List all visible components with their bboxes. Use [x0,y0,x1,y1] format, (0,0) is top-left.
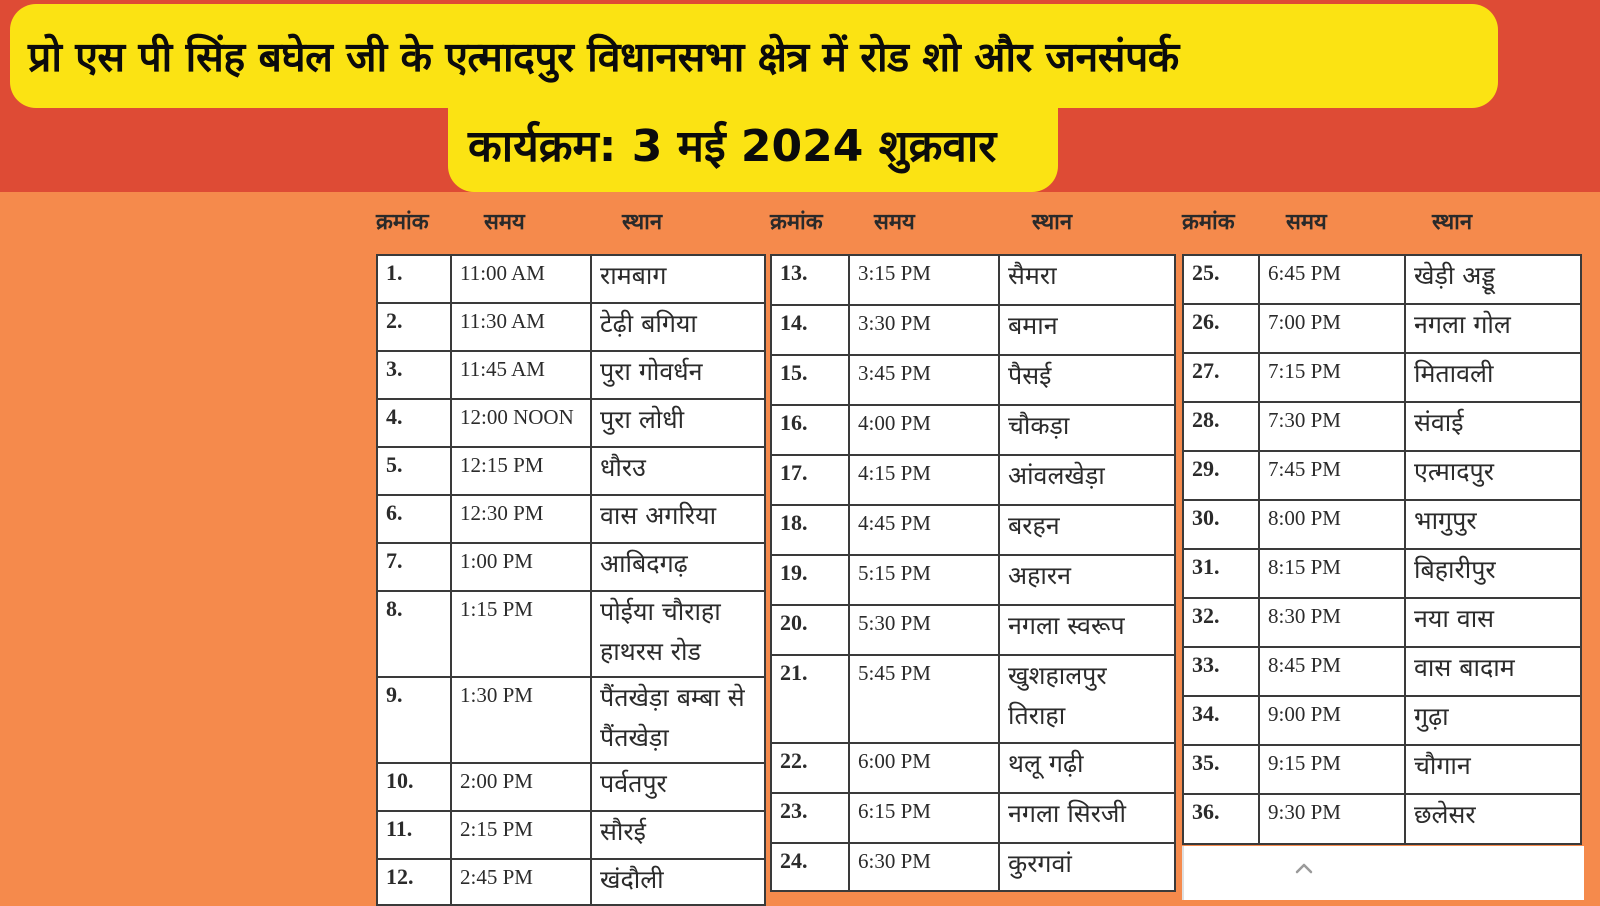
table-row [377,677,765,763]
time-cell: 3:15 PM [849,255,999,305]
time-cell: 6:15 PM [849,793,999,843]
time-cell: 1:30 PM [451,677,591,763]
place-cell: खंदौली [591,859,765,905]
place-cell: पुरा लोधी [591,399,765,447]
serial-cell: 33. [1183,647,1259,696]
serial-cell: 27. [1183,353,1259,402]
table-row [377,811,765,859]
table-row [771,793,1175,843]
table-row [771,843,1175,891]
place-cell: सौरई [591,811,765,859]
place-cell: कुरगवां [999,843,1175,891]
table-row [377,399,765,447]
place-cell: पोईया चौराहा हाथरस रोड [591,591,765,677]
place-cell: नगला सिरजी [999,793,1175,843]
table-row [1183,696,1581,745]
place-cell: बमान [999,305,1175,355]
serial-cell: 36. [1183,794,1259,844]
time-cell: 2:15 PM [451,811,591,859]
table-row [1183,647,1581,696]
time-cell: 9:15 PM [1259,745,1405,794]
place-cell: खेड़ी अड्डू [1405,255,1581,304]
time-cell: 5:15 PM [849,555,999,605]
table-row [771,505,1175,555]
place-cell: नया वास [1405,598,1581,647]
table-row [1183,255,1581,304]
place-cell: गुढ़ा [1405,696,1581,745]
place-cell: सैमरा [999,255,1175,305]
place-cell: नगला गोल [1405,304,1581,353]
table-row [1183,794,1581,844]
table-row [771,555,1175,605]
header-time: समय [484,210,525,235]
serial-cell: 28. [1183,402,1259,451]
time-cell: 12:30 PM [451,495,591,543]
table-row [771,605,1175,655]
table-row [377,351,765,399]
serial-cell: 4. [377,399,451,447]
serial-cell: 29. [1183,451,1259,500]
place-cell: पर्वतपुर [591,763,765,811]
place-cell: बिहारीपुर [1405,549,1581,598]
header-time: समय [1286,210,1327,235]
time-cell: 1:00 PM [451,543,591,591]
header-place: स्थान [622,210,663,235]
serial-cell: 8. [377,591,451,677]
place-cell: पैंतखेड़ा बम्बा से पैंतखेड़ा [591,677,765,763]
place-cell: बरहन [999,505,1175,555]
table-row [377,859,765,905]
time-cell: 7:45 PM [1259,451,1405,500]
time-cell: 8:15 PM [1259,549,1405,598]
serial-cell: 10. [377,763,451,811]
table-footer-blank [1182,846,1584,900]
schedule-table-3 [1182,254,1582,845]
time-cell: 4:00 PM [849,405,999,455]
place-cell: भागुपुर [1405,500,1581,549]
table-row [771,305,1175,355]
serial-cell: 5. [377,447,451,495]
serial-cell: 20. [771,605,849,655]
time-cell: 3:45 PM [849,355,999,405]
table-row [377,303,765,351]
time-cell: 7:00 PM [1259,304,1405,353]
serial-cell: 21. [771,655,849,743]
time-cell: 6:00 PM [849,743,999,793]
place-cell: छलेसर [1405,794,1581,844]
serial-cell: 26. [1183,304,1259,353]
table-row [771,405,1175,455]
header-time: समय [874,210,915,235]
place-cell: अहारन [999,555,1175,605]
schedule-table-1 [376,254,766,906]
time-cell: 5:45 PM [849,655,999,743]
page-subtitle-date: कार्यक्रम: 3 मई 2024 शुक्रवार [468,121,997,172]
serial-cell: 32. [1183,598,1259,647]
serial-cell: 3. [377,351,451,399]
time-cell: 3:30 PM [849,305,999,355]
serial-cell: 14. [771,305,849,355]
serial-cell: 9. [377,677,451,763]
table-row [1183,549,1581,598]
time-cell: 12:15 PM [451,447,591,495]
time-cell: 8:45 PM [1259,647,1405,696]
table-row [1183,451,1581,500]
serial-cell: 19. [771,555,849,605]
place-cell: चौगान [1405,745,1581,794]
time-cell: 6:45 PM [1259,255,1405,304]
table-row [377,447,765,495]
chevron-up-icon[interactable] [1290,858,1318,878]
place-cell: आंवलखेड़ा [999,455,1175,505]
time-cell: 11:45 AM [451,351,591,399]
place-cell: वास अगरिया [591,495,765,543]
schedule-table-2 [770,254,1176,892]
serial-cell: 12. [377,859,451,905]
serial-cell: 11. [377,811,451,859]
table-row [771,743,1175,793]
time-cell: 2:45 PM [451,859,591,905]
serial-cell: 2. [377,303,451,351]
table-row [771,455,1175,505]
serial-cell: 22. [771,743,849,793]
time-cell: 11:30 AM [451,303,591,351]
place-cell: थलू गढ़ी [999,743,1175,793]
time-cell: 11:00 AM [451,255,591,303]
serial-cell: 31. [1183,549,1259,598]
place-cell: संवाई [1405,402,1581,451]
time-cell: 6:30 PM [849,843,999,891]
place-cell: पुरा गोवर्धन [591,351,765,399]
serial-cell: 6. [377,495,451,543]
table-row [1183,745,1581,794]
table-row [377,763,765,811]
time-cell: 8:30 PM [1259,598,1405,647]
page-title: प्रो एस पी सिंह बघेल जी के एत्मादपुर विधानसभा क्षेत्र में रोड शो और जनसंपर्क [28,33,1179,81]
table-row [771,255,1175,305]
table-row [771,355,1175,405]
time-cell: 7:15 PM [1259,353,1405,402]
time-cell: 4:45 PM [849,505,999,555]
serial-cell: 30. [1183,500,1259,549]
serial-cell: 18. [771,505,849,555]
serial-cell: 13. [771,255,849,305]
table-row [1183,598,1581,647]
table-row [771,655,1175,743]
place-cell: एत्मादपुर [1405,451,1581,500]
header-serial: क्रमांक [770,210,823,235]
serial-cell: 16. [771,405,849,455]
place-cell: आबिदगढ़ [591,543,765,591]
time-cell: 5:30 PM [849,605,999,655]
place-cell: टेढ़ी बगिया [591,303,765,351]
serial-cell: 24. [771,843,849,891]
serial-cell: 7. [377,543,451,591]
place-cell: चौकड़ा [999,405,1175,455]
place-cell: वास बादाम [1405,647,1581,696]
table-row [377,255,765,303]
header-serial: क्रमांक [1182,210,1235,235]
place-cell: रामबाग [591,255,765,303]
time-cell: 9:30 PM [1259,794,1405,844]
table-row [377,495,765,543]
serial-cell: 15. [771,355,849,405]
place-cell: नगला स्वरूप [999,605,1175,655]
place-cell: धौरउ [591,447,765,495]
time-cell: 12:00 NOON [451,399,591,447]
serial-cell: 35. [1183,745,1259,794]
time-cell: 7:30 PM [1259,402,1405,451]
time-cell: 8:00 PM [1259,500,1405,549]
time-cell: 2:00 PM [451,763,591,811]
table-row [1183,353,1581,402]
table-row [1183,402,1581,451]
table-row [1183,304,1581,353]
table-row [377,543,765,591]
header-place: स्थान [1432,210,1473,235]
table-row [1183,500,1581,549]
header-serial: क्रमांक [376,210,429,235]
serial-cell: 1. [377,255,451,303]
place-cell: पैसई [999,355,1175,405]
table-row [377,591,765,677]
serial-cell: 17. [771,455,849,505]
place-cell: मितावली [1405,353,1581,402]
serial-cell: 23. [771,793,849,843]
serial-cell: 25. [1183,255,1259,304]
time-cell: 9:00 PM [1259,696,1405,745]
serial-cell: 34. [1183,696,1259,745]
place-cell: खुशहालपुर तिराहा [999,655,1175,743]
header-place: स्थान [1032,210,1073,235]
time-cell: 1:15 PM [451,591,591,677]
time-cell: 4:15 PM [849,455,999,505]
